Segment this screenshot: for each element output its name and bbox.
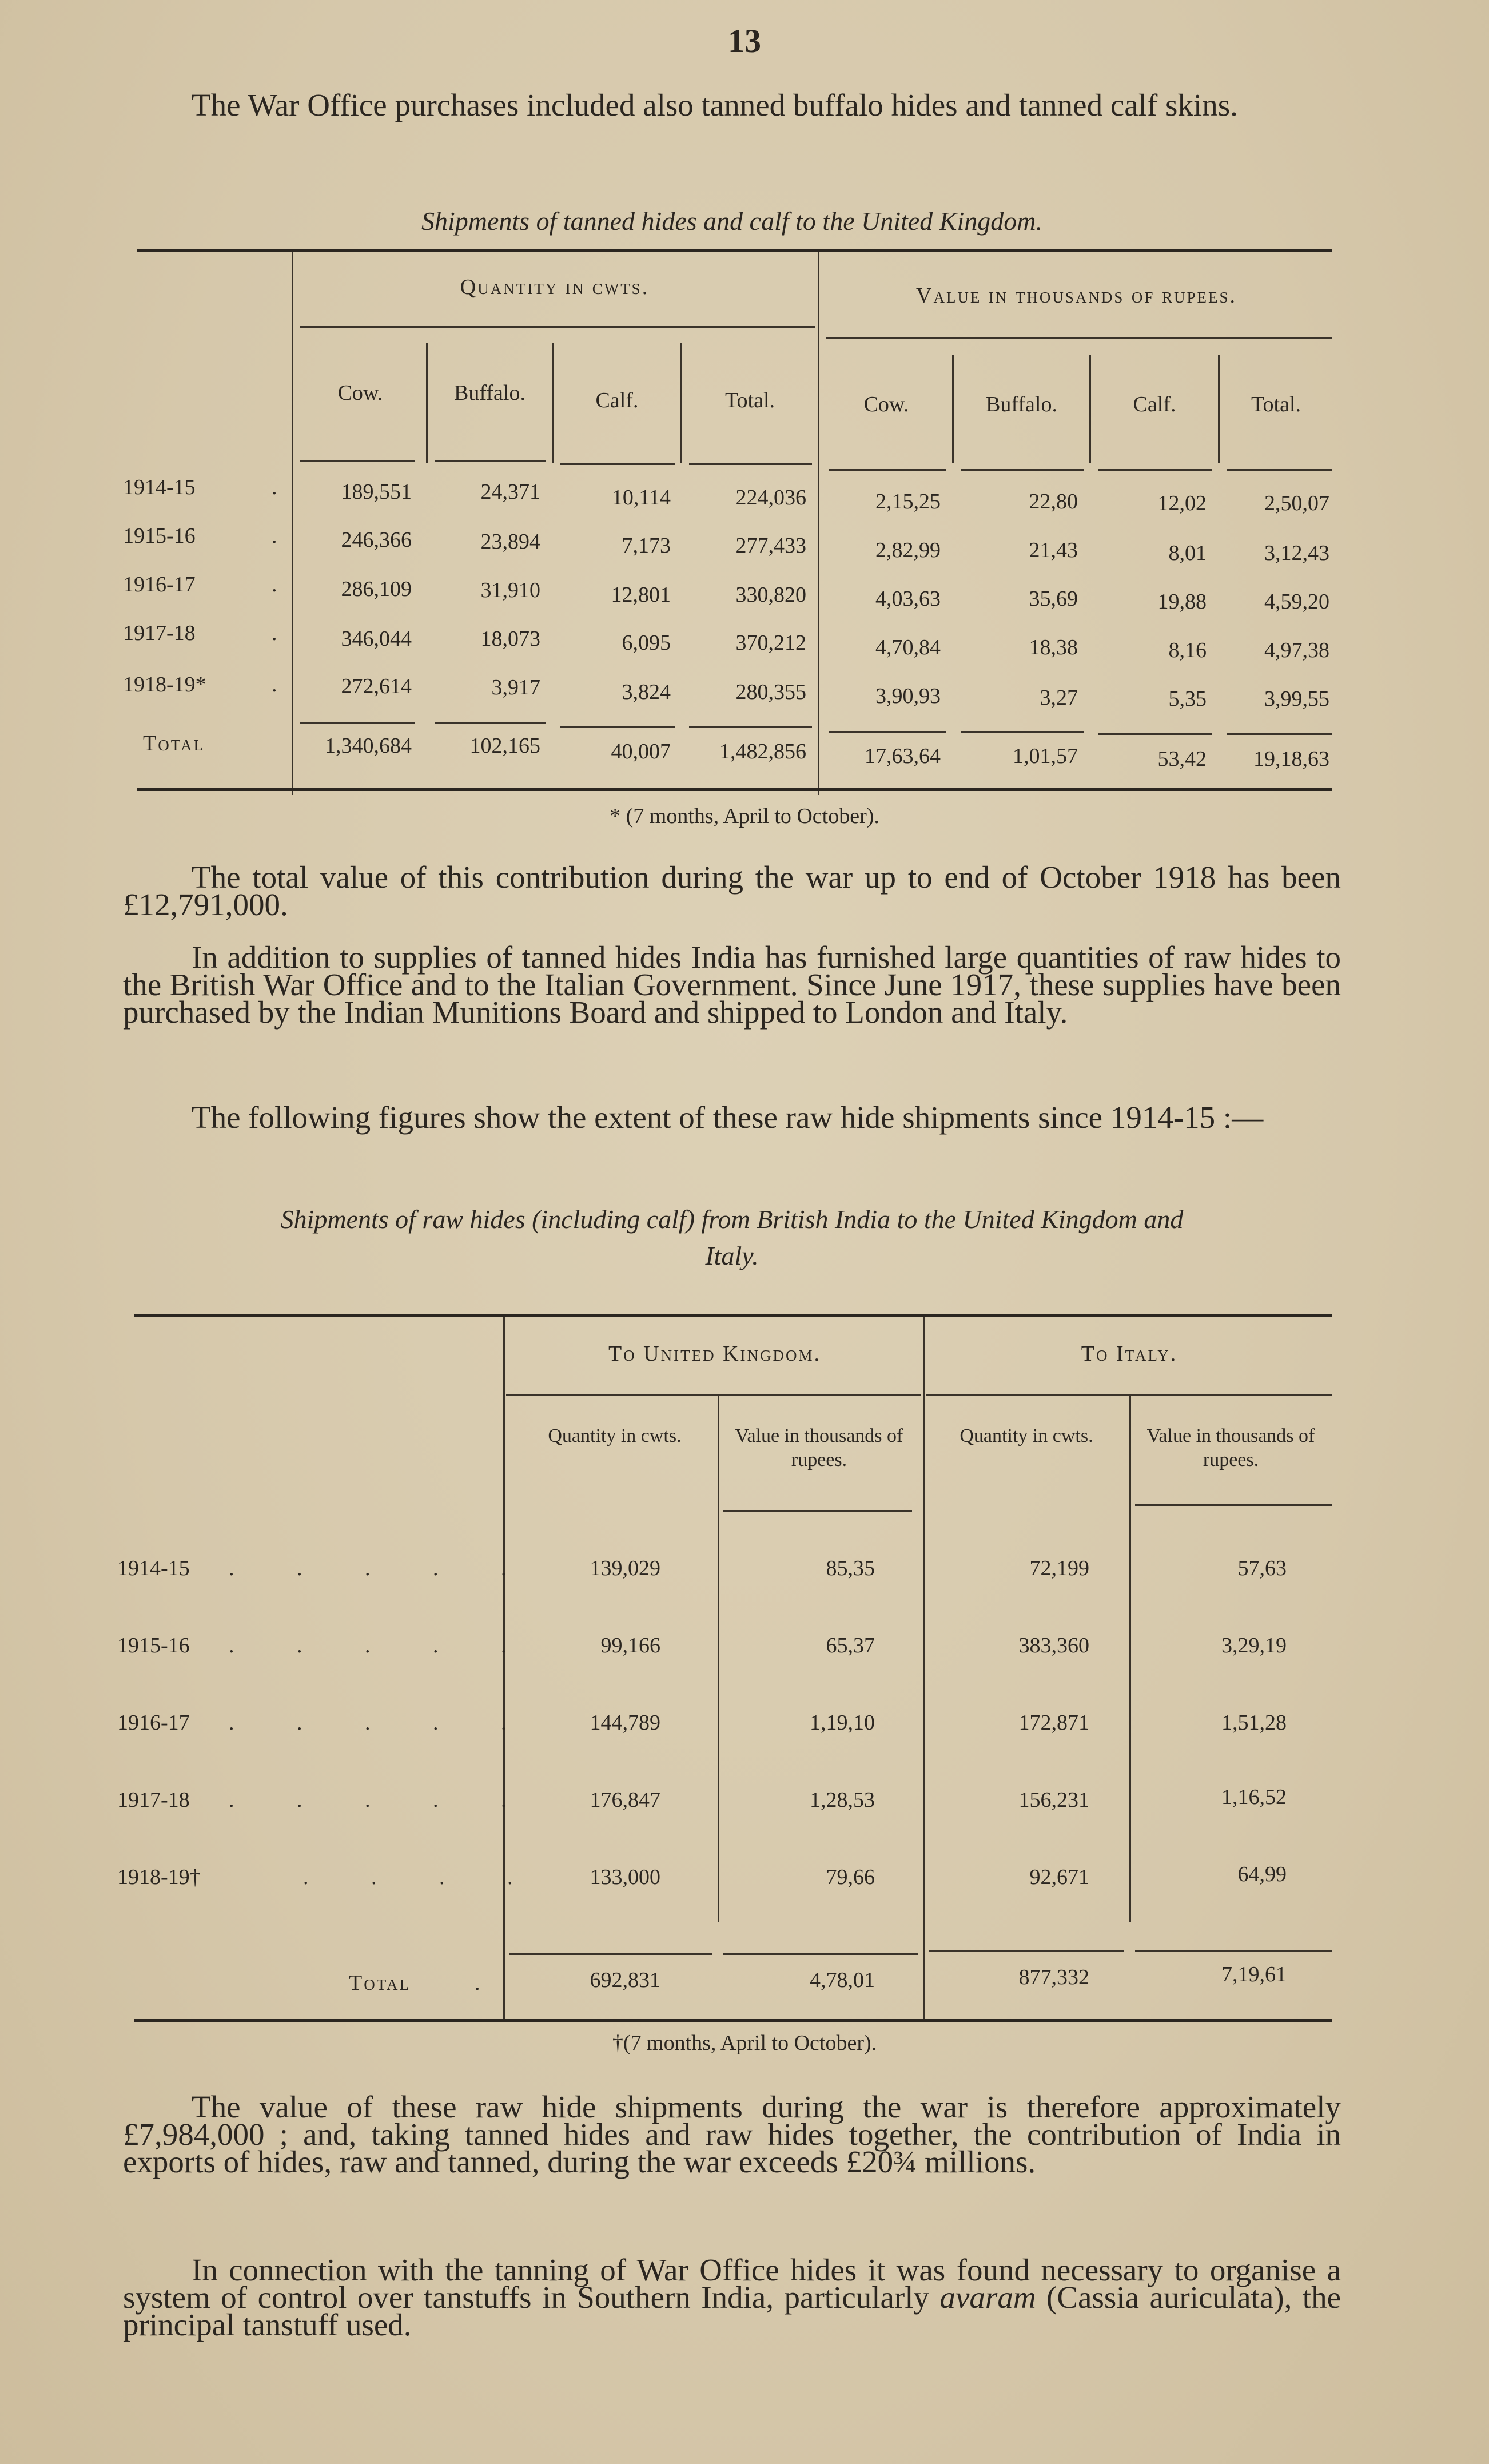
table2-row-year: 1914-15 bbox=[117, 1556, 190, 1580]
table2-cell: 156,231 bbox=[1018, 1788, 1089, 1812]
table1-total-label: Total bbox=[143, 732, 205, 756]
paragraph-tanning-control-italic: avaram bbox=[939, 2280, 1036, 2315]
table1-cell: 3,824 bbox=[622, 680, 671, 704]
table1-cell: 31,910 bbox=[480, 578, 540, 602]
table1-cell: 18,073 bbox=[480, 627, 540, 651]
table1-cell: 3,27 bbox=[1040, 686, 1078, 710]
table2-cell: 3,29,19 bbox=[1221, 1634, 1287, 1658]
table1-total-cell: 40,007 bbox=[611, 740, 671, 764]
table2-col-header: Quantity in cwts. bbox=[960, 1425, 1093, 1446]
table2-col-divider bbox=[1129, 1396, 1131, 1922]
table2-row-dots: . . . . . bbox=[229, 1711, 535, 1735]
table1-total-cell: 1,01,57 bbox=[1013, 744, 1078, 768]
table2-row-year: 1917-18 bbox=[117, 1788, 190, 1812]
table2-total-rule bbox=[509, 1953, 712, 1955]
table2-cell: 133,000 bbox=[590, 1865, 660, 1889]
table1-cell: 5,35 bbox=[1168, 687, 1207, 711]
paragraph-following-figures: The following figures show the extent of these raw hide shipments since 1914-15 :— bbox=[192, 1100, 1264, 1135]
table1-row-year: 1917-18 bbox=[123, 621, 196, 645]
table2-cell: 1,28,53 bbox=[810, 1788, 875, 1812]
table1-row-dot: . bbox=[272, 573, 277, 597]
table2-row-dots: . . . . . bbox=[229, 1634, 535, 1658]
table2-cell: 176,847 bbox=[590, 1788, 660, 1812]
table1-bottom-rule bbox=[137, 788, 1332, 791]
table1-col-header: Cow. bbox=[337, 381, 383, 405]
table2-top-rule bbox=[134, 1314, 1332, 1317]
table1-header-rule bbox=[1227, 469, 1332, 471]
table1-cell: 8,16 bbox=[1168, 638, 1207, 662]
table1-total-rule bbox=[300, 722, 415, 724]
table1-top-rule bbox=[137, 249, 1332, 252]
table2-row-year: 1915-16 bbox=[117, 1634, 190, 1658]
table1-row-year: 1915-16 bbox=[123, 524, 196, 548]
table1-row-year: 1918-19* bbox=[123, 673, 206, 697]
table1-row-year: 1916-17 bbox=[123, 573, 196, 597]
table2-cell: 383,360 bbox=[1018, 1634, 1089, 1658]
table2-row-dots: . . . . bbox=[303, 1865, 542, 1889]
table1-cell: 12,02 bbox=[1157, 491, 1207, 515]
table2-cell: 79,66 bbox=[826, 1865, 875, 1889]
table1-cell: 3,99,55 bbox=[1264, 687, 1329, 711]
table2-cell: 92,671 bbox=[1029, 1865, 1089, 1889]
table1-caption: Shipments of tanned hides and calf to the United Kingdom. bbox=[421, 206, 1042, 236]
table2-cell: 1,16,52 bbox=[1221, 1785, 1287, 1809]
table2-subrule bbox=[506, 1394, 921, 1396]
table1-header-rule bbox=[689, 463, 812, 465]
table1-cell: 280,355 bbox=[735, 680, 806, 704]
table1-cell: 4,59,20 bbox=[1264, 590, 1329, 614]
table1-cell: 189,551 bbox=[341, 480, 412, 504]
table1-col-header: Calf. bbox=[1133, 392, 1176, 416]
table1-total-cell: 1,482,856 bbox=[719, 740, 806, 764]
paragraph-tanning-control-text: In connection with the tanning of War Office hides it was found necessary to organise a system of control over tanstuffs in Southern India, particularly bbox=[123, 2252, 1341, 2315]
table1-subrule bbox=[300, 326, 815, 328]
table1-cell: 8,01 bbox=[1168, 541, 1207, 565]
table1-footnote: * (7 months, April to October). bbox=[610, 804, 879, 828]
table1-cell: 24,371 bbox=[480, 480, 540, 504]
table2-caption bbox=[123, 1201, 1341, 1274]
table2-row-year: 1916-17 bbox=[117, 1711, 190, 1735]
table1-total-rule bbox=[689, 726, 812, 728]
table2-cell: 65,37 bbox=[826, 1634, 875, 1658]
table1-group-quantity: Quantity in cwts. bbox=[460, 275, 650, 299]
table2-col-header: Quantity in cwts. bbox=[548, 1425, 682, 1446]
table1-cell: 3,12,43 bbox=[1264, 541, 1329, 565]
table1-cell: 12,801 bbox=[611, 583, 671, 607]
table1-header-rule bbox=[560, 463, 675, 465]
table1-cell: 7,173 bbox=[622, 534, 671, 558]
table1-total-cell: 19,18,63 bbox=[1253, 747, 1329, 771]
table1-cell: 3,90,93 bbox=[875, 684, 941, 708]
table2-col-header: Value in thousands of rupees. bbox=[1146, 1425, 1315, 1471]
table2-cell: 72,199 bbox=[1029, 1556, 1089, 1580]
table1-col-header: Total. bbox=[724, 388, 775, 412]
table1-cell: 370,212 bbox=[735, 631, 806, 655]
table2-footnote: †(7 months, April to October). bbox=[612, 2031, 877, 2055]
table2-total-label: Total bbox=[349, 1971, 411, 1995]
table1-cell: 6,095 bbox=[622, 631, 671, 655]
table2-cell: 85,35 bbox=[826, 1556, 875, 1580]
table1-row-dot: . bbox=[272, 475, 277, 499]
table1-total-rule bbox=[560, 726, 675, 728]
table1-row-dot: . bbox=[272, 524, 277, 548]
table2-group-uk: To United Kingdom. bbox=[608, 1342, 822, 1366]
table2-cell: 1,51,28 bbox=[1221, 1711, 1287, 1735]
table2-caption-line1: Shipments of raw hides (including calf) from British India to the United Kingdom and bbox=[280, 1205, 1184, 1234]
table2-group-italy: To Italy. bbox=[1081, 1342, 1178, 1366]
table1-cell: 2,15,25 bbox=[875, 490, 941, 514]
table1-total-rule bbox=[829, 731, 946, 733]
table1-cell: 10,114 bbox=[611, 486, 671, 510]
table1-col-header: Total. bbox=[1251, 392, 1301, 416]
table1-header-rule bbox=[829, 469, 946, 471]
intro-paragraph: The War Office purchases included also tanned buffalo hides and tanned calf skins. bbox=[192, 88, 1238, 122]
table1-cell: 18,38 bbox=[1029, 635, 1078, 659]
table2-total-dot: . bbox=[475, 1971, 480, 1995]
table1-subrule bbox=[826, 337, 1332, 339]
table2-cell: 57,63 bbox=[1237, 1556, 1287, 1580]
table1-col-header: Buffalo. bbox=[454, 381, 525, 405]
table2-header-rule bbox=[1135, 1504, 1332, 1506]
table2-total-cell: 4,78,01 bbox=[810, 1968, 875, 1992]
table2-cell: 144,789 bbox=[590, 1711, 660, 1735]
table2-row-dots: . . . . . bbox=[229, 1788, 535, 1812]
table1-cell: 2,50,07 bbox=[1264, 491, 1329, 515]
table1-cell: 22,80 bbox=[1029, 490, 1078, 514]
table1-cell: 346,044 bbox=[341, 627, 412, 651]
table1-cell: 286,109 bbox=[341, 577, 412, 601]
table1-cell: 272,614 bbox=[341, 674, 412, 698]
table1-cell: 35,69 bbox=[1029, 587, 1078, 611]
table2-cell: 139,029 bbox=[590, 1556, 660, 1580]
table1-col-header: Buffalo. bbox=[986, 392, 1057, 416]
table1-cell: 4,97,38 bbox=[1264, 638, 1329, 662]
table1-header-rule bbox=[300, 460, 415, 462]
table1-row-dot: . bbox=[272, 621, 277, 645]
table1-total-cell: 17,63,64 bbox=[865, 744, 941, 768]
table2-total-rule bbox=[929, 1950, 1124, 1952]
table1-total-rule bbox=[1098, 733, 1212, 735]
table1-total-cell: 102,165 bbox=[469, 734, 540, 758]
table2-total-rule bbox=[1135, 1950, 1332, 1952]
table2-col-divider bbox=[718, 1396, 719, 1922]
table1-row-dot: . bbox=[272, 673, 277, 697]
paragraph-raw-hides: In addition to supplies of tanned hides India has furnished large quantities of raw hides to the British War Office and to the Italian Government. Since June 1917, these supplies have been purchased by the Indian Munitions Board and shipped to London and Italy. bbox=[123, 940, 1341, 1030]
table1-header-rule bbox=[1098, 469, 1212, 471]
table1-group-value: Value in thousands of rupees. bbox=[916, 284, 1237, 308]
page-number: 13 bbox=[728, 22, 761, 59]
table1-cell: 19,88 bbox=[1157, 590, 1207, 614]
paragraph-tanning-control-tail: (Cassia auriculata), the principal tanstuff used. bbox=[123, 2280, 1341, 2342]
table1-total-cell: 1,340,684 bbox=[325, 734, 412, 758]
table1-col-header: Calf. bbox=[595, 388, 639, 412]
table1-divider bbox=[292, 252, 293, 795]
table2-caption-line2: Italy. bbox=[705, 1241, 759, 1270]
table2-bottom-rule bbox=[134, 2019, 1332, 2022]
table2-row-dots: . . . . . bbox=[229, 1556, 535, 1580]
table2-total-cell: 692,831 bbox=[590, 1968, 660, 1992]
table2-cell: 64,99 bbox=[1237, 1862, 1287, 1886]
table2-divider bbox=[503, 1317, 505, 2021]
table1-total-rule bbox=[961, 731, 1084, 733]
table1-cell: 2,82,99 bbox=[875, 538, 941, 562]
table1-cell: 224,036 bbox=[735, 486, 806, 510]
table1-total-rule bbox=[1227, 733, 1332, 735]
table1-cell: 246,366 bbox=[341, 528, 412, 552]
table1-cell: 330,820 bbox=[735, 583, 806, 607]
table1-total-cell: 53,42 bbox=[1157, 747, 1207, 771]
table2-total-cell: 7,19,61 bbox=[1221, 1962, 1287, 1986]
table2-cell: 99,166 bbox=[600, 1634, 660, 1658]
table1-header-rule bbox=[435, 460, 546, 462]
table1-cell: 4,70,84 bbox=[875, 635, 941, 659]
table1-cell: 3,917 bbox=[491, 675, 540, 700]
table1-header-rule bbox=[961, 469, 1084, 471]
table1-divider bbox=[818, 252, 819, 795]
table2-header-rule bbox=[723, 1510, 912, 1512]
table1-cell: 4,03,63 bbox=[875, 587, 941, 611]
table1-total-rule bbox=[435, 722, 546, 724]
paragraph-tanning-control bbox=[123, 2252, 1341, 2342]
table1-cell: 21,43 bbox=[1029, 538, 1078, 562]
table1-cell: 23,894 bbox=[480, 530, 540, 554]
table2-total-rule bbox=[723, 1953, 918, 1955]
table2-divider bbox=[923, 1317, 925, 2021]
table2-cell: 172,871 bbox=[1018, 1711, 1089, 1735]
table2-col-header: Value in thousands of rupees. bbox=[735, 1425, 903, 1471]
table1-cell: 277,433 bbox=[735, 534, 806, 558]
table2-total-cell: 877,332 bbox=[1018, 1965, 1089, 1989]
paragraph-raw-hide-value: The value of these raw hide shipments during the war is therefore approximately £7,984,000 ; and, taking tanned hides and raw hides together, the contribution of India in exports of hides, raw and tanned, during the war exceeds £20¾ millions. bbox=[123, 2089, 1341, 2179]
table1-row-year: 1914-15 bbox=[123, 475, 196, 499]
table2-cell: 1,19,10 bbox=[810, 1711, 875, 1735]
table2-row-year: 1918-19† bbox=[117, 1865, 201, 1889]
table1-col-header: Cow. bbox=[863, 392, 909, 416]
paragraph-total-value: The total value of this contribution during the war up to end of October 1918 has been £12,791,000. bbox=[123, 860, 1341, 922]
